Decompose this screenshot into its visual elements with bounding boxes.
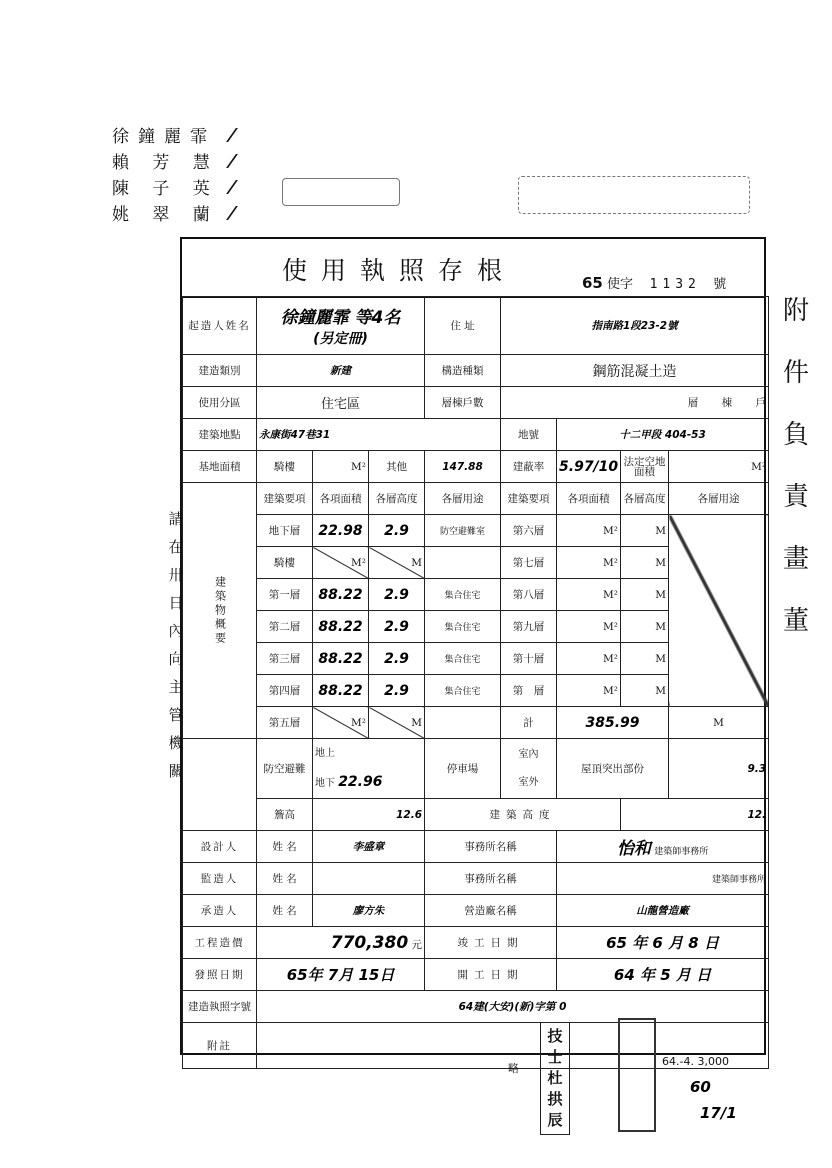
faint-stamp xyxy=(518,176,750,214)
zone-label: 使用分區 xyxy=(183,387,257,419)
official-seal xyxy=(618,1018,656,1132)
lot-label: 地號 xyxy=(501,419,557,451)
designer-name: 李盛章 xyxy=(313,831,425,863)
m2-unit: M² xyxy=(557,675,621,707)
contractor-name: 廖方朱 xyxy=(313,895,425,927)
build-type-value: 新建 xyxy=(257,355,425,387)
floor-area: 88.22 xyxy=(313,611,369,643)
permit-form xyxy=(180,237,766,1055)
office-label: 事務所名稱 xyxy=(425,863,557,895)
floor-use xyxy=(425,707,501,739)
note-char: 管 xyxy=(168,706,184,724)
site-label: 建築地點 xyxy=(183,419,257,451)
floors-label: 層棟戶數 xyxy=(425,387,501,419)
contractor-label: 承造人 xyxy=(183,895,257,927)
lot-value: 十二甲段 404-53 xyxy=(557,419,769,451)
struck-area xyxy=(669,515,769,707)
margin-char: 責 xyxy=(782,482,809,512)
m-unit: M xyxy=(621,611,669,643)
permit-year: 65 xyxy=(582,274,603,292)
note-char: 內 xyxy=(168,622,184,640)
cost-label: 工程造價 xyxy=(183,927,257,959)
name-label: 姓 名 xyxy=(257,831,313,863)
above-label: 地上 xyxy=(315,747,335,759)
note-char: 卅 xyxy=(168,566,184,584)
roof-value: 9.3 xyxy=(669,739,769,799)
structure-label: 構造種類 xyxy=(425,355,501,387)
applicant-note: (另定冊) xyxy=(313,331,368,347)
floor-name: 第八層 xyxy=(501,579,557,611)
name-label: 姓 名 xyxy=(257,895,313,927)
structure-value: 鋼筋混凝土造 xyxy=(501,355,769,387)
supervisor-office: 建築師事務所 xyxy=(557,863,769,895)
note-char: 請 xyxy=(168,510,184,528)
m-unit: M xyxy=(621,515,669,547)
completion-label: 竣工日期 xyxy=(425,927,557,959)
form-header xyxy=(182,239,764,298)
floor-name: 騎樓 xyxy=(257,547,313,579)
form-title: 使用執照存根 xyxy=(282,256,517,285)
m-unit: M xyxy=(669,707,769,739)
applicant-name: 徐鐘麗霏 等4名 xyxy=(280,308,401,328)
m2-unit: M² xyxy=(557,547,621,579)
address-value: 指南路1段23-2號 xyxy=(501,297,769,355)
floor-name: 第一層 xyxy=(257,579,313,611)
owner-name: 賴 芳 慧 xyxy=(112,150,219,176)
permit-no-value: 64建(大安)(新)字第 0 xyxy=(257,991,769,1023)
faint-stamp xyxy=(282,178,400,206)
col-head: 各層高度 xyxy=(621,483,669,515)
outdoor-label: 室外 xyxy=(518,776,539,788)
note-char: 機 xyxy=(168,734,184,752)
build-height-label: 建築高度 xyxy=(425,799,621,831)
floor-use: 防空避難室 xyxy=(425,515,501,547)
floor-use xyxy=(425,547,501,579)
floor-name: 第十層 xyxy=(501,643,557,675)
floor-name: 第六層 xyxy=(501,515,557,547)
other-label: 其他 xyxy=(369,451,425,483)
col-head: 建築要項 xyxy=(501,483,557,515)
m-unit: M xyxy=(621,675,669,707)
floor-name: 地下層 xyxy=(257,515,313,547)
floor-height: 2.9 xyxy=(369,675,425,707)
m-unit: M xyxy=(369,707,425,739)
roof-label: 屋頂突出部份 xyxy=(557,739,669,799)
total-label: 計 xyxy=(501,707,557,739)
parking-values xyxy=(501,739,557,799)
supervisor-name xyxy=(313,863,425,895)
area-label: 基地面積 xyxy=(183,451,257,483)
designer-office xyxy=(557,831,769,863)
col-head: 各項面積 xyxy=(557,483,621,515)
cost-amount: 770,380 xyxy=(330,932,409,953)
m-unit: M xyxy=(621,579,669,611)
inspector-stamp: 技士杜拱辰 xyxy=(540,1022,570,1135)
margin-char: 董 xyxy=(782,606,809,636)
other-value: 147.88 xyxy=(425,451,501,483)
floor-area: 88.22 xyxy=(313,579,369,611)
col-head: 各層高度 xyxy=(369,483,425,515)
unit-household: 戶 xyxy=(755,397,767,409)
handwritten-note: 60 xyxy=(690,1078,711,1096)
side-label xyxy=(183,739,257,831)
floor-height: 2.9 xyxy=(369,515,425,547)
eave-label: 簷高 xyxy=(257,799,313,831)
office-label: 事務所名稱 xyxy=(425,831,557,863)
floor-name: 第五層 xyxy=(257,707,313,739)
floor-area: 88.22 xyxy=(313,643,369,675)
build-height-value: 12. xyxy=(621,799,769,831)
floor-name: 第 層 xyxy=(501,675,557,707)
m2-unit: M² xyxy=(557,579,621,611)
permit-no: 1132 xyxy=(649,277,701,292)
print-code: 64.-4. 3,000 xyxy=(662,1055,729,1068)
floor-use: 集合住宅 xyxy=(425,675,501,707)
permit-no-label: 建造執照字號 xyxy=(183,991,257,1023)
floor-name: 第四層 xyxy=(257,675,313,707)
footer-mark: 略 xyxy=(508,1062,519,1075)
floor-height: 2.9 xyxy=(369,611,425,643)
zone-value: 住宅區 xyxy=(257,387,425,419)
note-char: 在 xyxy=(168,538,184,556)
completion-value: 65 年 6 月 8 日 xyxy=(557,927,769,959)
designer-label: 設計人 xyxy=(183,831,257,863)
col-head: 各層用途 xyxy=(669,483,769,515)
note-char: 向 xyxy=(168,650,184,668)
owner-list xyxy=(112,124,219,228)
permit-table xyxy=(182,296,769,1069)
coverage-label: 建蔽率 xyxy=(501,451,557,483)
air-raid-label: 防空避難 xyxy=(257,739,313,799)
owner-name: 姚 翠 蘭 xyxy=(112,202,219,228)
indoor-label: 室內 xyxy=(518,748,539,760)
m-unit: M xyxy=(621,547,669,579)
below-label: 地下 xyxy=(315,777,335,789)
air-raid-values xyxy=(313,739,425,799)
floors-units xyxy=(501,387,769,419)
left-margin-note xyxy=(165,505,187,785)
m-unit: M xyxy=(369,547,425,579)
supervisor-label: 監造人 xyxy=(183,863,257,895)
floor-name: 第二層 xyxy=(257,611,313,643)
note-char: 關 xyxy=(168,762,184,780)
col-head: 各層用途 xyxy=(425,483,501,515)
m2-unit: M² xyxy=(313,547,369,579)
cost-value xyxy=(257,927,425,959)
m2-unit: M² xyxy=(557,643,621,675)
m-unit: M xyxy=(621,643,669,675)
name-label: 姓 名 xyxy=(257,863,313,895)
applicant-value xyxy=(257,297,425,355)
start-value: 64 年 5 月 日 xyxy=(557,959,769,991)
m2-unit: M² xyxy=(313,707,369,739)
margin-char: 件 xyxy=(782,358,809,388)
owner-name: 陳 子 英 xyxy=(112,176,219,202)
floor-area: 22.98 xyxy=(313,515,369,547)
office-suffix: 建築師事務所 xyxy=(654,847,709,857)
col-head: 各項面積 xyxy=(313,483,369,515)
floor-height: 2.9 xyxy=(369,579,425,611)
floor-use: 集合住宅 xyxy=(425,611,501,643)
right-margin-text xyxy=(776,280,816,652)
margin-char: 畫 xyxy=(782,544,809,574)
handwritten-note: 17/1 xyxy=(700,1104,737,1122)
note-char: 主 xyxy=(168,678,184,696)
eave-value: 12.6 xyxy=(313,799,425,831)
address-label: 住 址 xyxy=(425,297,501,355)
permit-suffix: 號 xyxy=(713,277,727,292)
floor-name: 第七層 xyxy=(501,547,557,579)
margin-char: 負 xyxy=(782,420,809,450)
below-value: 22.96 xyxy=(338,773,383,790)
total-value: 385.99 xyxy=(557,707,669,739)
permit-number xyxy=(582,273,726,292)
arcade-label: 騎樓 xyxy=(257,451,313,483)
floor-area: 88.22 xyxy=(313,675,369,707)
floor-name: 第九層 xyxy=(501,611,557,643)
legal-unit: M² xyxy=(669,451,769,483)
owner-name: 徐鐘麗霏 xyxy=(112,124,219,150)
cost-unit: 元 xyxy=(411,938,423,951)
m2-unit: M² xyxy=(557,515,621,547)
unit-floor: 層 xyxy=(687,397,699,409)
note-char: 日 xyxy=(168,594,184,612)
company-label: 營造廠名稱 xyxy=(425,895,557,927)
parking-label: 停車場 xyxy=(425,739,501,799)
remarks-label: 附註 xyxy=(183,1023,257,1069)
building-section-label: 建築物概要 xyxy=(183,483,257,739)
floor-height: 2.9 xyxy=(369,643,425,675)
coverage-value: 5.97/10 xyxy=(557,451,621,483)
unit-building: 棟 xyxy=(721,397,733,409)
start-label: 開工日期 xyxy=(425,959,557,991)
legal-label: 法定空地面積 xyxy=(621,451,669,483)
issue-value: 65年 7月 15日 xyxy=(257,959,425,991)
site-value: 永康街47巷31 xyxy=(257,419,501,451)
floor-name: 第三層 xyxy=(257,643,313,675)
permit-char: 使字 xyxy=(607,277,634,292)
floor-use: 集合住宅 xyxy=(425,579,501,611)
company-value: 山龍營造廠 xyxy=(557,895,769,927)
col-head: 建築要項 xyxy=(257,483,313,515)
office-name: 怡和 xyxy=(616,839,651,859)
applicant-label: 起造人姓名 xyxy=(183,297,257,355)
floor-use: 集合住宅 xyxy=(425,643,501,675)
issue-label: 發照日期 xyxy=(183,959,257,991)
m2-unit: M² xyxy=(557,611,621,643)
build-type-label: 建造類別 xyxy=(183,355,257,387)
arcade-unit: M² xyxy=(313,451,369,483)
margin-char: 附 xyxy=(782,296,809,326)
